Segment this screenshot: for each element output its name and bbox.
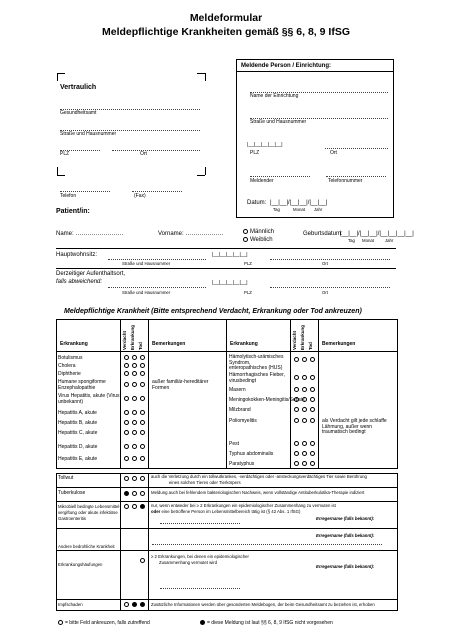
hauptwohnsitz-label: Hauptwohnsitz:: [56, 252, 98, 258]
disease-note: außer familiär-hereditärer Formen: [152, 379, 209, 391]
impf-note: Zusätzliche Informationen werden über gesonderten Meldebogen, der beim Gesundheitsamt zu beziehen ist, erhoben: [151, 602, 375, 607]
meldender-field[interactable]: [250, 176, 310, 177]
disease-name: Hepatitis B, akute: [58, 420, 98, 426]
mikro-tod-na: [140, 504, 145, 509]
haeufung-note-1: ≥ 2 Erkrankungen, bei denen ein epidemiologischer: [151, 554, 249, 559]
section-title: Meldepflichtige Krankheit (Bitte entsprechend Verdacht, Erkrankung oder Tod ankreuzen): [64, 308, 362, 315]
disease-note: als Verdacht gilt jede schlaffe Lähmung, außer wenn traumatisch bedingt: [322, 418, 387, 435]
fax-field[interactable]: [132, 191, 182, 192]
confidential-label: Vertraulich: [60, 84, 97, 91]
haupt-plz-field[interactable]: |__|__|__|__|__|: [212, 252, 248, 258]
open-circle-icon: [58, 620, 63, 625]
geb-tag-label: Tag: [348, 238, 355, 243]
einrichtung-label: Name der Einrichtung: [250, 93, 299, 99]
haupt-plz-label: PLZ: [244, 261, 252, 266]
left-plz-label: PLZ: [60, 151, 70, 157]
geburtsdatum-label: Geburtsdatum:: [303, 231, 343, 237]
disease-name: Pest: [229, 441, 240, 447]
impf-tod-na: [140, 602, 145, 607]
right-plz-label: PLZ: [250, 150, 260, 156]
right-telefon-label: Telefonnummer: [328, 178, 363, 184]
left-ort-label: Ort: [140, 151, 147, 157]
fax-label: (Fax): [134, 193, 146, 199]
mikro-label-2: vergiftung oder akute infektiöse: [58, 510, 118, 515]
gender-male-option[interactable]: [243, 229, 274, 235]
right-telefon-field[interactable]: [326, 176, 386, 177]
mikro-erreger-label: Erregername (falls bekannt):: [316, 516, 375, 521]
disease-name: Humane spongiforme Enzephalopathie: [58, 379, 106, 391]
page-title: Meldeformular: [189, 12, 263, 24]
disease-name: Virus Hepatitis, akute (Virus unbekannt): [58, 393, 120, 405]
aufenthalt-plz-label: PLZ: [244, 290, 252, 295]
right-ort-field[interactable]: [325, 148, 388, 149]
datum-tag-label: Tag: [273, 207, 280, 212]
aufenthalt-label-1: Derzeitiger Aufenthaltsort,: [56, 271, 126, 277]
mikro-erreger-field[interactable]: [160, 523, 240, 524]
left-ort-field[interactable]: [112, 150, 200, 151]
female-label: Weiblich: [250, 237, 273, 244]
datum-label: Datum:: [247, 200, 267, 206]
haupt-ort-label: Ort: [322, 261, 328, 266]
impfschaden-label: Impfschaden: [58, 602, 83, 607]
disease-name: Hämolytisch-urämisches Syndrom, enteropathisches (HUS): [229, 354, 284, 371]
andere-label: Andere bedrohliche Krankheit: [58, 544, 115, 549]
telefon-label: Telefon: [60, 193, 77, 199]
aufenthalt-ort-label: Ort: [322, 290, 328, 295]
reporting-person-title: Meldende Person / Einrichtung:: [241, 63, 332, 69]
impf-verdacht[interactable]: [124, 602, 129, 607]
col-header-bemerkungen-left: Bemerkungen: [152, 341, 186, 347]
impf-erkrankung-na: [132, 602, 137, 607]
disease-name: Hepatitis A, akute: [58, 410, 97, 416]
col-header-erkr-right: Erkrankung: [300, 324, 305, 350]
right-ort-label: Ort: [330, 150, 337, 156]
haupt-street-label: Straße und Hausnummer: [122, 261, 171, 266]
geb-monat-label: Monat: [362, 238, 374, 243]
mikro-label-1: Mikrobiell bedingte Lebensmittel-: [58, 504, 121, 509]
andere-erreger-label: Erregername (falls bekannt):: [316, 533, 375, 538]
col-header-bemerkungen-right: Bemerkungen: [322, 341, 356, 347]
mikro-label-3: Gastroenteritis: [58, 516, 86, 521]
datum-jahr-label: Jahr: [314, 207, 323, 212]
disease-name: Hepatitis D, akute: [58, 444, 98, 450]
mikro-note-1: nur, wenn entweder bei ≥ 2 Erkrankungen ein epidemiologischer Zusammenhang zu vermuten ist: [151, 503, 336, 508]
radio-female[interactable]: [243, 237, 248, 242]
tollwut-erkrankung[interactable]: [132, 476, 137, 481]
col-header-verdacht-left: Verdacht: [122, 330, 127, 350]
aufenthalt-street-label: Straße und Hausnummer: [122, 290, 171, 295]
andere-field[interactable]: [152, 544, 382, 545]
geb-jahr-label: Jahr: [385, 238, 394, 243]
disease-name: Masern: [229, 387, 246, 393]
haupt-street-field[interactable]: [108, 259, 206, 260]
legend-open: = bitte Feld ankreuzen, falls zutreffend: [58, 620, 150, 626]
geburtsdatum-field[interactable]: |__|__|/|__|__|/|__|__|__|__|: [340, 231, 414, 237]
disease-name: Hepatitis C, akute: [58, 430, 98, 436]
tbc-note: Meldung auch bei fehlendem bakteriologischen Nachweis, wenn vollständige Antituberkulotika-Therapie indiziert: [151, 490, 365, 495]
telefon-field[interactable]: [60, 191, 110, 192]
mikro-erkrankung[interactable]: [132, 504, 137, 509]
col-header-erkr-left: Erkrankung: [130, 324, 135, 350]
aufenthalt-street-field[interactable]: [108, 287, 206, 288]
tollwut-note-2: eines solchen Tieres oder Tierkörpers: [169, 480, 241, 485]
tbc-label: Tuberkulose: [58, 490, 86, 496]
page-subtitle: Meldepflichtige Krankheiten gemäß §§ 6, 8, 9 IfSG: [102, 26, 350, 38]
tollwut-tod[interactable]: [140, 476, 145, 481]
disease-name: Meningokokken-Meningitis/Sepsis: [229, 397, 305, 403]
disease-name: Diphtherie: [58, 371, 81, 377]
disease-name: Hämorrhagisches Fieber, virusbedingt: [229, 372, 285, 384]
disease-name: Botulismus: [58, 355, 83, 361]
patient-vorname-field[interactable]: Vorname: ……………….: [158, 231, 224, 237]
gesundheitsamt-label: Gesundheitsamt: [60, 110, 97, 116]
male-label: Männlich: [250, 229, 275, 236]
disease-name: Hepatitis E, akute: [58, 456, 98, 462]
haeufung-erreger-label: Erregername (falls bekannt):: [316, 564, 375, 569]
tbc-verdacht-na: [124, 491, 129, 496]
right-plz-mask[interactable]: |__|__|__|__|__|: [247, 142, 283, 148]
tollwut-verdacht[interactable]: [124, 476, 129, 481]
legend-filled: = diese Meldung ist laut §§ 6, 8, 9 IfSG nicht vorgesehen: [200, 620, 333, 626]
datum-field[interactable]: |__|__|/|__|__|/|__|__|: [270, 200, 328, 206]
left-street-label: Straße und Hausnummer: [60, 131, 117, 137]
col-header-tod-right: Tod: [308, 342, 313, 350]
col-header-erkrankung-left: Erkrankung: [60, 341, 88, 347]
patient-name-field[interactable]: Name: ……………………: [56, 231, 124, 237]
col-header-verdacht-right: Verdacht: [292, 330, 297, 350]
aufenthalt-label-2: falls abweichend:: [56, 279, 103, 285]
tbc-erkrankung[interactable]: [132, 491, 137, 496]
tollwut-note-1: auch die Verletzung durch ein tollwutkrankes, -verdächtiges oder -ansteckungsverdächtiges Tier sowie Berührung: [151, 474, 367, 479]
disease-name: Milzbrand: [229, 407, 251, 413]
datum-monat-label: Monat: [293, 207, 305, 212]
haeufung-field[interactable]: [160, 588, 240, 589]
radio-male[interactable]: [243, 229, 248, 234]
col-header-tod-left: Tod: [138, 342, 143, 350]
disease-name: Poliomyelitis: [229, 418, 257, 424]
aufenthalt-plz-field[interactable]: |__|__|__|__|__|: [212, 280, 248, 286]
aufenthalt-ort-field[interactable]: [270, 287, 390, 288]
right-street-label: Straße und Hausnummer: [250, 119, 307, 125]
haeufung-note-2: Zusammenhang vermutet wird: [159, 560, 218, 565]
patient-label: Patient/in:: [56, 208, 90, 215]
reporting-person-box: [236, 59, 394, 218]
mikro-note-2: oder eine betroffene Person im Lebensmittelbereich tätig ist (§ 42 Abs. 1 IfSG): [151, 509, 301, 514]
haeufung-label: Erkrankungshäufungen: [58, 562, 103, 567]
disease-name: Typhus abdominalis: [229, 451, 274, 457]
haeufung-checkbox[interactable]: [140, 558, 145, 563]
tollwut-label: Tollwut: [58, 475, 74, 481]
mikro-verdacht[interactable]: [124, 504, 129, 509]
filled-circle-icon: [200, 620, 205, 625]
gender-female-option[interactable]: [243, 237, 273, 243]
col-header-erkrankung-right: Erkrankung: [230, 341, 258, 347]
haupt-ort-field[interactable]: [270, 259, 390, 260]
disease-name: Paratyphus: [229, 461, 255, 467]
tbc-tod[interactable]: [140, 491, 145, 496]
disease-name: Cholera: [58, 363, 76, 369]
meldender-label: Meldender: [250, 178, 274, 184]
